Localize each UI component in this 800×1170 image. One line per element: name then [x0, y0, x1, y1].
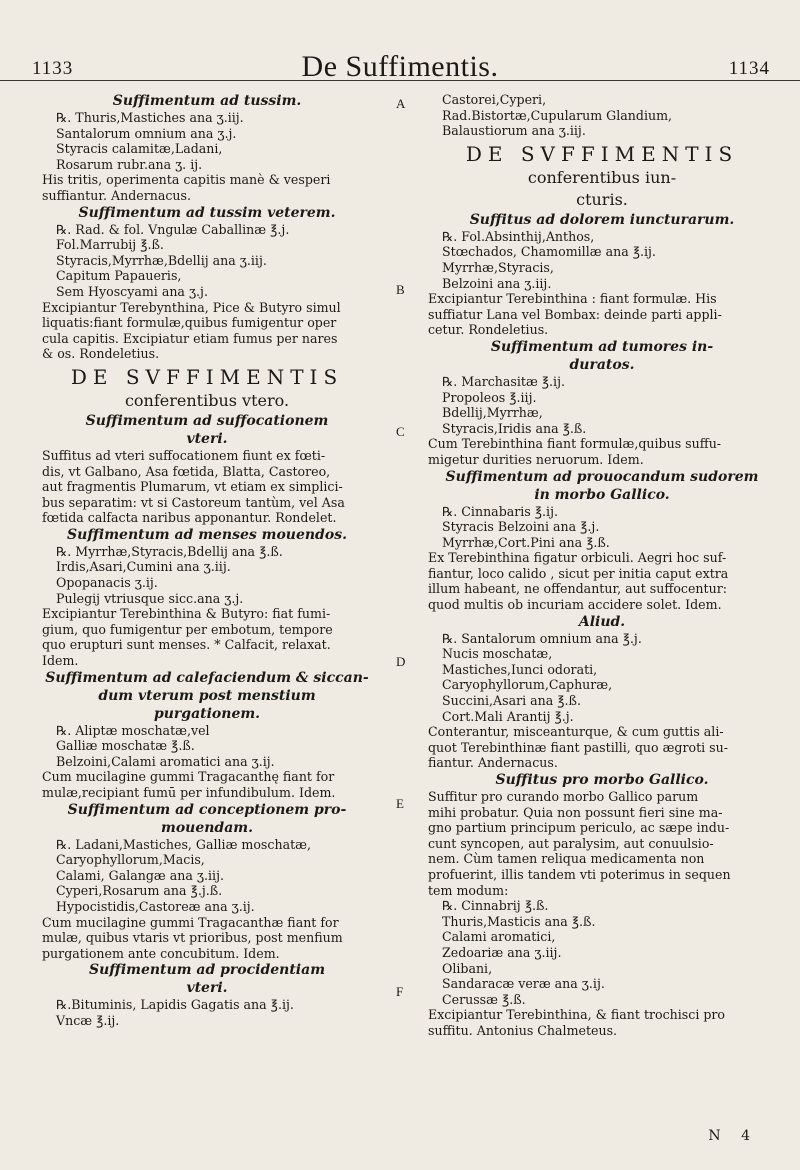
text-line: Cum mucilagine gummi Tragacanthę fiant for	[42, 769, 335, 785]
text-line: nem. Cùm tamen reliqua medicamenta non	[428, 851, 705, 867]
text-line: bus separatim: vt si Castoreum tantùm, vel Asa	[42, 494, 345, 510]
running-header	[0, 0, 800, 81]
text-line: ℞. Cinnabaris ℥.ij.	[442, 503, 558, 519]
text-line: tem modum:	[428, 882, 509, 898]
text-line: Caryophyllorum,Caphuræ,	[442, 677, 613, 693]
text-line: ℞. Marchasitæ ℥.ij.	[442, 373, 565, 389]
text-line: Calami aromatici,	[442, 929, 556, 945]
margin-letter-e: E	[396, 796, 404, 811]
text-line: DE SVFFIMENTIS	[70, 364, 344, 389]
text-line: migetur durities neruorum. Idem.	[428, 451, 644, 467]
text-line: dum vterum post menstium	[98, 687, 316, 704]
text-line: suffiantur. Andernacus.	[42, 187, 191, 203]
text-line: ℞. Thuris,Mastiches ana ʒ.iij.	[56, 110, 244, 125]
text-line: Sandaracæ veræ ana ʒ.ij.	[442, 976, 605, 992]
text-line: Styracis calamitæ,Ladani,	[56, 141, 223, 157]
text-line: Suffimentum ad suffocationem	[85, 412, 329, 429]
text-line: ℞. Ladani,Mastiches, Galliæ moschatæ,	[56, 836, 311, 852]
text-line: Opopanacis ʒ.ij.	[56, 575, 158, 591]
text-line: Irdis,Asari,Cumini ana ʒ.iij.	[56, 559, 231, 575]
text-line: Styracis Belzoini ana ℥.j.	[442, 519, 600, 535]
text-line: aut fragmentis Plumarum, vt etiam ex simplici-	[42, 479, 343, 495]
text-line: Calami, Galangæ ana ʒ.iij.	[56, 867, 224, 883]
text-line: fiantur, loco calido , sicut per initia caput extra	[428, 565, 729, 581]
text-line: Suffitur pro curando morbo Gallico parum	[428, 789, 699, 804]
text-line: Myrrhæ,Cort.Pini ana ℥.ß.	[442, 534, 610, 550]
text-line: suffitu. Antonius Chalmeteus.	[428, 1022, 618, 1038]
text-line: vteri.	[186, 430, 228, 447]
text-line: Cort.Mali Arantij ℥.j.	[442, 708, 574, 724]
text-line: Vncæ ℥.ij.	[56, 1012, 120, 1028]
margin-letter-d: D	[396, 654, 406, 669]
text-line: Styracis,Myrrhæ,Bdellij ana ʒ.iij.	[56, 252, 267, 268]
text-line: illum habeant, ne offendantur, aut suffocentur:	[428, 581, 727, 597]
text-line: mihi probatur. Quia non possunt fieri sine ma-	[428, 804, 723, 820]
text-line: Cum mucilagine gummi Tragacanthæ fiant for	[42, 914, 339, 930]
text-line: Suffimentum ad menses mouendos.	[67, 526, 347, 543]
text-line: Cyperi,Rosarum ana ℥.j.ß.	[56, 883, 223, 899]
text-line: DE SVFFIMENTIS	[465, 141, 739, 166]
text-line: Idem.	[42, 653, 79, 669]
text-line: Succini,Asari ana ℥.ß.	[442, 693, 581, 709]
running-title: De Suffimentis.	[301, 50, 499, 83]
text-line: Mastiches,Iunci odorati,	[442, 661, 598, 677]
text-line: ℞. Rad. & fol. Vngulæ Caballinæ ℥.j.	[56, 221, 290, 237]
text-line: Excipiantur Terebinthina : fiant formulæ. His	[428, 291, 717, 307]
left-text-column	[42, 92, 372, 1029]
text-line: duratos.	[569, 356, 635, 373]
text-line: Pulegij vtriusque sicc.ana ʒ.j.	[56, 590, 244, 606]
text-line: quot Terebinthinæ fiant pastilli, quo ægroti su-	[428, 739, 728, 755]
text-line: purgationem.	[153, 705, 261, 722]
text-line: Aliud.	[578, 613, 626, 630]
text-line: mulæ,recipiant fumū per infundibulum. Idem.	[42, 785, 336, 800]
text-line: Excipiantur Terebinthina & Butyro: fiat fumi-	[42, 606, 331, 622]
text-line: Cerussæ ℥.ß.	[442, 991, 526, 1007]
text-line: ℞.Bituminis, Lapidis Gagatis ana ℥.ij.	[56, 997, 294, 1013]
text-line: Suffimentum ad prouocandum sudorem	[445, 468, 759, 485]
text-line: Caryophyllorum,Macis,	[56, 852, 205, 868]
text-line: purgationem ante concubitum. Idem.	[42, 945, 280, 961]
text-line: Excipiantur Terebinthina, & fiant trochisci pro	[428, 1007, 726, 1023]
text-line: ℞. Santalorum omnium ana ℥.j.	[442, 630, 642, 646]
text-line: ℞. Cinnabrij ℥.ß.	[442, 898, 549, 914]
page-number-left: 1133	[32, 58, 74, 79]
text-line: vteri.	[186, 980, 228, 997]
text-line: Conterantur, misceanturque, & cum guttis ali-	[428, 724, 724, 740]
text-line: Belzoini ana ʒ.iij.	[442, 275, 552, 291]
text-line: Myrrhæ,Styracis,	[442, 259, 554, 275]
text-line: ℞. Fol.Absinthij,Anthos,	[442, 228, 595, 244]
text-line: quo erupturi sunt menses. * Calfacit, relaxat.	[42, 637, 331, 653]
text-line: fiantur. Andernacus.	[428, 755, 558, 771]
text-line: Zedoariæ ana ʒ.iij.	[442, 944, 562, 960]
text-line: Suffimentum ad tussim.	[112, 93, 302, 109]
text-line: quod multis ob incuriam accidere solet. Idem.	[428, 597, 722, 613]
text-line: fœtida calfacta naribus apponantur. Rondelet.	[42, 510, 337, 526]
text-line: His tritis, operimenta capitis manè & vesperi	[42, 172, 331, 188]
text-line: Balaustiorum ana ʒ.iij.	[442, 123, 586, 139]
text-line: cunt syncopen, aut paralysim, aut conuulsio-	[428, 835, 714, 851]
text-line: Excipiantur Terebynthina, Pice & Butyro simul	[42, 299, 341, 315]
text-line: & os. Rondeletius.	[42, 346, 160, 362]
text-line: Rosarum rubr.ana ʒ. ij.	[56, 156, 203, 172]
margin-letter-a: A	[396, 96, 406, 111]
text-line: Suffitus ad vteri suffocationem fiunt ex fœti-	[42, 447, 326, 463]
text-line: Olibani,	[442, 960, 493, 976]
text-line: cturis.	[576, 189, 628, 209]
text-line: suffiatur Lana vel Bombax: deinde parti appli-	[428, 306, 722, 322]
text-line: conferentibus vtero.	[124, 390, 290, 410]
text-line: Capitum Papaueris,	[56, 268, 182, 284]
text-line: Suffimentum ad tussim veterem.	[78, 204, 336, 221]
text-line: Sem Hyoscyami ana ʒ.j.	[56, 283, 208, 299]
text-line: mouendam.	[161, 819, 253, 836]
text-line: gium, quo fumigentur per embotum, tempore	[42, 621, 333, 637]
right-text-column	[428, 92, 776, 1039]
text-line: liquatis:fiant formulæ,quibus fumigentur oper	[42, 315, 337, 331]
text-line: Galliæ moschatæ ℥.ß.	[56, 738, 195, 754]
text-line: Thuris,Masticis ana ℥.ß.	[442, 913, 596, 929]
text-line: Suffitus pro morbo Gallico.	[495, 772, 709, 788]
text-line: Suffitus ad dolorem iuncturarum.	[469, 211, 735, 228]
text-line: gno partium principum periculo, ac sæpe indu-	[428, 820, 730, 836]
margin-letter-f: F	[396, 984, 404, 999]
text-line: profuerint, illis tandem vti poterimus in sequen	[428, 866, 731, 882]
text-line: Belzoini,Calami aromatici ana ʒ.ij.	[56, 753, 275, 769]
text-line: Hypocistidis,Castoreæ ana ʒ.ij.	[56, 898, 255, 914]
text-line: Ex Terebinthina figatur orbiculi. Aegri hoc suf-	[428, 550, 727, 566]
text-line: Suffimentum ad tumores in-	[490, 338, 714, 355]
text-line: Santalorum omnium ana ʒ.j.	[56, 125, 237, 141]
text-line: Suffimentum ad conceptionem pro-	[67, 801, 347, 818]
text-line: Suffimentum ad calefaciendum & siccan-	[45, 669, 369, 686]
page-number-right: 1134	[728, 58, 770, 79]
text-line: cula capitis. Excipiatur etiam fumus per nares	[42, 330, 338, 346]
text-line: ℞. Myrrhæ,Styracis,Bdellij ana ℥.ß.	[56, 543, 283, 559]
text-line: Styracis,Iridis ana ℥.ß.	[442, 420, 587, 436]
text-line: Rad.Bistortæ,Cupularum Glandium,	[442, 107, 673, 123]
text-line: Stœchados, Chamomillæ ana ℥.ij.	[442, 244, 656, 260]
signature-mark: N 4	[708, 1128, 758, 1144]
margin-letter-b: B	[396, 282, 405, 297]
text-line: Fol.Marrubij ℥.ß.	[56, 237, 164, 253]
text-line: Cum Terebinthina fiant formulæ,quibus suffu-	[428, 436, 722, 452]
text-line: Bdellij,Myrrhæ,	[442, 405, 543, 421]
text-line: Propoleos ℥.iij.	[442, 389, 537, 405]
text-line: in morbo Gallico.	[534, 486, 670, 503]
text-line: dis, vt Galbano, Asa fœtida, Blatta, Castoreo,	[42, 463, 331, 479]
text-line: mulæ, quibus vtaris vt prioribus, post menfium	[42, 930, 343, 946]
text-line: conferentibus iun-	[527, 167, 677, 187]
text-line: Nucis moschatæ,	[442, 646, 553, 662]
text-line: Castorei,Cyperi,	[442, 92, 547, 107]
text-line: ℞. Aliptæ moschatæ,vel	[56, 722, 210, 738]
text-line: Suffimentum ad procidentiam	[88, 962, 326, 979]
margin-letter-c: C	[396, 424, 405, 439]
text-line: cetur. Rondeletius.	[428, 322, 549, 338]
